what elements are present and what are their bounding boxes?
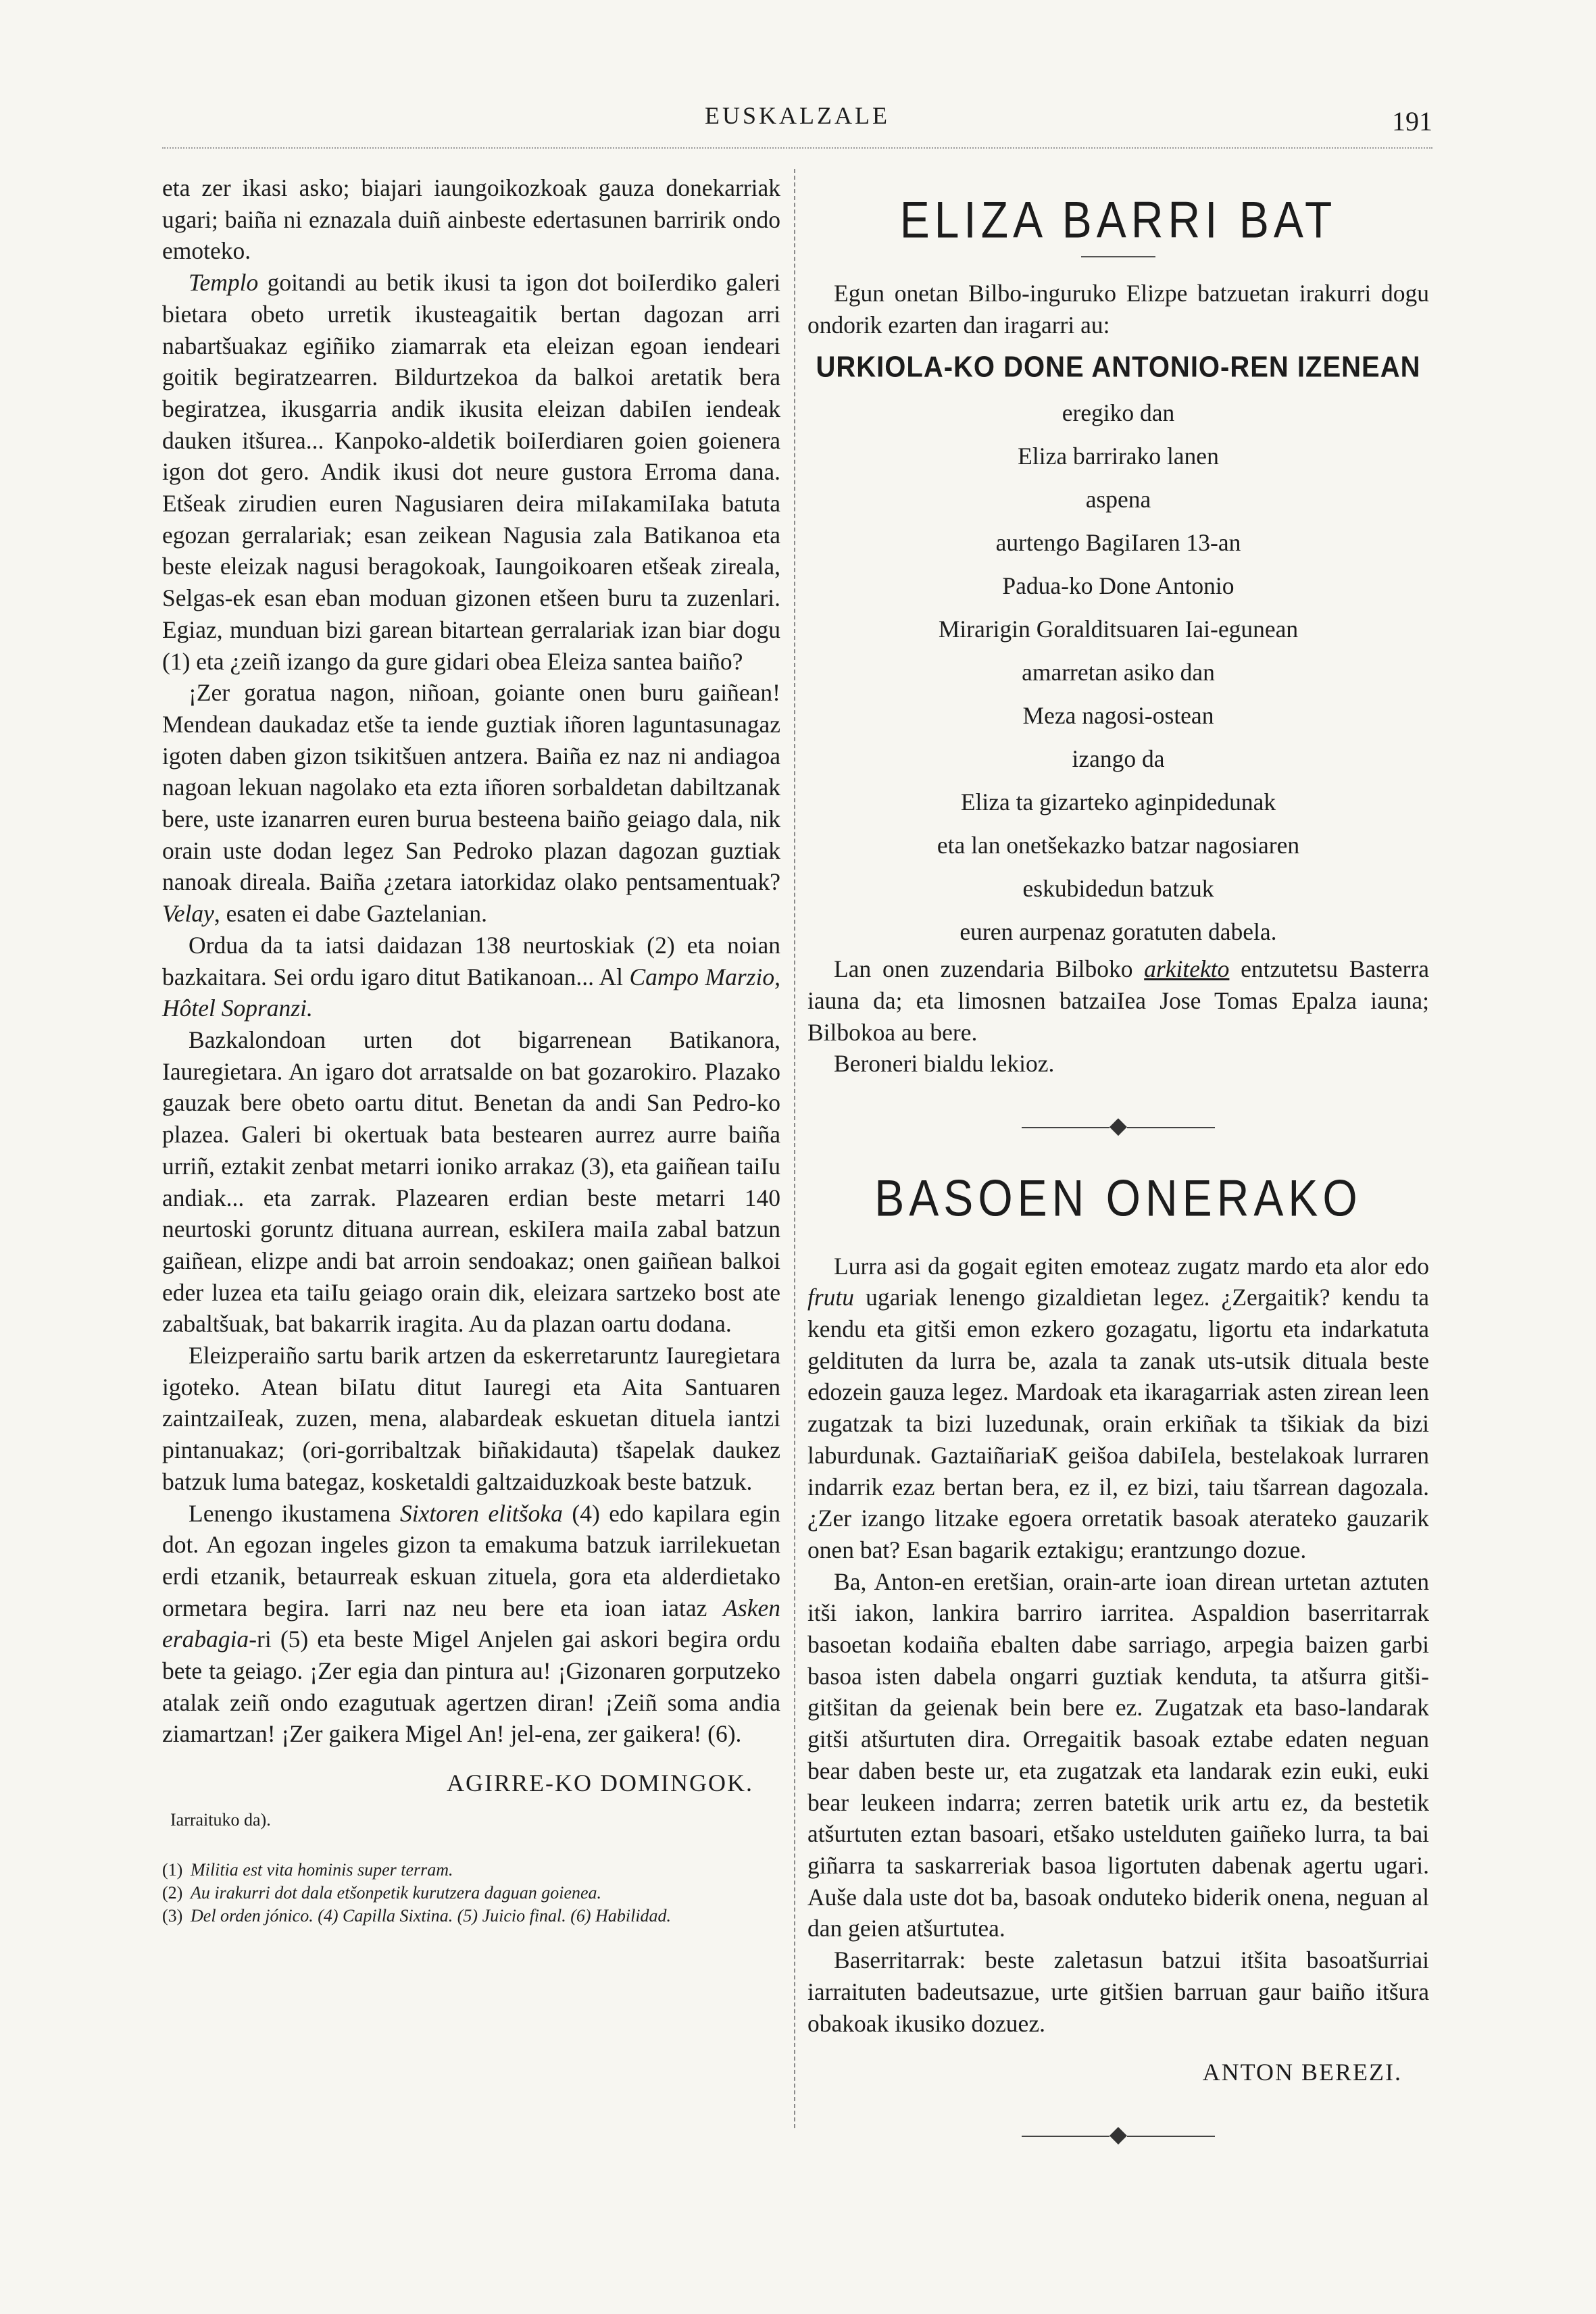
emphasis: Templo [189,269,259,297]
paragraph-text: entzutetsu Basterra iauna da; eta limosnen batzaiIea Jose Tomas Epalza iauna; Bilbokoa au bere. [807,955,1429,1046]
left-column [162,172,780,1928]
announcement-line: euren aurpenaz goratuten dabela. [959,918,1277,946]
right-paragraph-after-1 [807,953,1429,1048]
paragraph-text: ¡Zer goratua nagon, niñoan, goiante onen buru gaiñean! Mendean daukadaz etše ta iende guztiak iñoren laguntasunagaz igoten daben gizon tsikitšuen antzera. Baiña ez naz ni andiagoa nagoan lekuan nagolako eta ezta iñoren sorbaldetan dabiltzanak bere, uste izanarren euren burua besteena baiño geiago dala, nik orain uste dodan legez San Pedroko plazan dagozan guztiak nanoak direala. Baiña ¿zetara iatorkidaz olako pentsamentuak? [162,679,780,896]
right-column [807,172,1429,2180]
page-header [162,101,1432,142]
author-signature: ANTON BEREZI. [1202,2059,1402,2086]
author-signature: AGIRRE-KO DOMINGOK. [447,1769,753,1797]
footnote [162,1905,780,1928]
end-ornament: ◆ [807,2119,1429,2151]
announcement-line: Meza nagosi-ostean [1022,702,1214,730]
announcement-line: Padua-ko Done Antonio [1002,572,1235,600]
left-paragraph-5: Bazkalondoan urten dot bigarrenean Batikanora, Iauregietara. An igaro dot arratsalde on bat gozarokiro. Plazako gauzak bere obeto oartu ditut. Benetan da andi San Pedro-ko plazea. Galeri bi okertuak bata bestearen aurrez aurre baiña urriñ, eztakit zenbat metarri ioniko arrakaz (3), eta gaiñean taiIu andiak... eta zarrak. Plazearen erdian beste metarri 140 neurtoski goruntz dituana aurrean, eskiIera maiIa zabal batzun gaiñean, elizpe andi bat arroin sendoakaz; onen gaiñean balkoi eder luzea eta taiIu geiago orain dik, eleizara sartzeko bost ate zabaltšuak, bat bakarrik iragita. Au da plazan oartu dodana. [162,1026,780,1338]
footnote-number: (3) [162,1905,183,1926]
announcement-line: izango da [1072,745,1165,773]
announcement-line: Eliza barrirako lanen [1018,443,1219,470]
right-paragraph-3: Baserritarrak: beste zaletasun batzui itšita basoatšurriai iarraituten badeutsazue, urte gitšien barruan gaur baiño itšura obakoak ikusiko dozuez. [807,1946,1429,2037]
emphasis: Asken erabagia [162,1594,780,1653]
article-title-basoen: BASOEN ONERAKO [874,1169,1362,1227]
paragraph-text: Lan onen zuzendaria Bilboko [834,955,1145,983]
paragraph-text: goitandi au betik ikusi ta igon dot boiIerdiko galeri bietara obeto urretik ikusteagaitik bertan dagozan arri nabartšuakaz egiñiko ziamarrak eta eleizan egoan iendeari goitik begiratzearren. Bildurtzekoa da balkoi aretatik bera begiratzea, ikusgarria andik ikusita eleizan dabiIen iendeak dauken itšurea... Kanpoko-aldetik boiIerdiaren goien goienera igon dot gero. Andik ikusi dot neure gustora Erroma dana. Etšeak zirudien euren Nagusiaren deira miIakamiIaka batuta egozan gerralariak; esan zeikean Nagusia zala Batikanoa eta beste eleizak nagusi beragokoak, Iaungoikoaren etšeak zireala, Selgas-ek esan eban moduan gizonen etšeen buru ta zuzenlari. Egiaz, munduan bizi garean bitartean gerralariak izan biar dogu (1) eta ¿zeiñ izango da gure gidari obea Eleiza santea baiño? [162,269,780,675]
left-paragraph-2 [162,267,780,677]
right-paragraph-after-2: Beroneri bialdu lekioz. [834,1050,1055,1078]
announcement-heading: URKIOLA-KO DONE ANTONIO-REN IZENEAN [816,351,1421,384]
right-intro: Egun onetan Bilbo-inguruko Elizpe batzuetan irakurri dogu ondorik ezarten dan iragarri au: [807,280,1429,338]
announcement-line: eskubidedun batzuk [1022,875,1214,903]
footnote [162,1859,780,1882]
emphasis: Sixtoren elitšoka [399,1499,563,1527]
announcement-line: amarretan asiko dan [1022,659,1215,686]
paragraph-text: ugariak lenengo gizaldietan legez. ¿Zergaitik? kendu ta kendu eta gitši emon ezkero gozagatu, ligortu eta indarkatuta geldituten da lurra be, azala ta zanak uts-utsik dituala beste edozein gauza legez. Mardoak eta ikaragarriak asten zirean leen zugatzak ta bizi luzedunak, orain erkiñak ta tšikiak da bizi laburdunak. GaztaiñariaK geišoa dabiIela, bestelakoak lurraren indarrik ezaz bertan bera, ez il, ez bizi, taiu tšarrean dagozala. ¿Zer izango litzake egoera orretatik basoak aterateko gauzarik onen bat? Esan bagarik eztakigu; erantzungo dozue. [807,1284,1429,1563]
paragraph-text: -ri (5) eta beste Migel Anjelen gai askori begira ordu bete ta geiago. ¡Zer egia dan pintura au! ¡Gizonaren gorputzeko atalak zeiñ ondo ezagutuak agertzen diran! ¡Zeiñ soma andia ziamartzan! ¡Zer gaikera Migel An! jel-ena, zer gaikera! (6). [162,1626,780,1748]
paragraph-text: (4) edo kapilara egin dot. An egozan ingeles gizon ta emakuma batzuk iarrilekuetan erdi etzanik, betaurreak eskuan zituela, gora eta alderdietako ormetara begira. Iarri naz neu bere eta ioan iataz [162,1499,781,1621]
running-title: EUSKALZALE [705,102,890,129]
left-paragraph-1: eta zer ikasi asko; biajari iaungoikozkoak gauza donekarriak ugari; baiña ni eznazala duiñ ainbeste edertasunen barririk ondo emoteko. [162,174,780,265]
page-number: 191 [1392,106,1432,136]
emphasis: frutu [807,1284,855,1311]
announcement-line: Mirarigin Goralditsuaren Iai-egunean [938,615,1299,643]
title-rule [1081,256,1155,257]
header-rule [162,147,1432,149]
announcement-lines [807,391,1429,953]
left-paragraph-6: Eleizperaiño sartu barik artzen da eskerretaruntz Iauregietara igoteko. Atean biIatu ditut Iauregi eta Aita Santuaren zaintzaiIeak, zuzen, mena, alabardeak eskuetan dituela iantzi pintanuakaz; (ori-gorribaltzak biñakidauta) tšapelak daukez batzuk luma bategaz, kosketaldi galtzaiduzkoak beste batzuk. [162,1342,780,1495]
left-paragraph-7 [162,1498,780,1751]
left-paragraph-3 [162,677,780,930]
continuation-note: Iarraituko da). [170,1809,271,1830]
article-title-eliza: ELIZA BARRI BAT [899,191,1337,249]
emphasis: Velay [162,900,214,928]
footnote-number: (1) [162,1859,183,1880]
footnote-text: Militia est vita hominis super terram. [191,1859,453,1880]
announcement-line: Eliza ta gizarteko aginpidedunak [960,788,1276,816]
announcement-line: aurtengo BagiIaren 13-an [995,529,1241,557]
announcement-line: eta lan onetšekazko batzar nagosiaren [937,832,1300,859]
footnote-text: Del orden jónico. (4) Capilla Sixtina. (5) Juicio final. (6) Habilidad. [191,1905,672,1926]
footnotes [162,1859,780,1928]
paragraph-text: , esaten ei dabe Gaztelanian. [214,900,487,928]
emphasis: arkitekto [1144,955,1230,983]
emphasis: Campo Marzio, Hôtel Sopranzi. [162,963,780,1022]
paragraph-text: Lenengo ikustamena [189,1499,400,1527]
paragraph-text: Ordua da ta iatsi daidazan 138 neurtoskiak (2) eta noian bazkaitara. Sei ordu igaro ditut Batikanoan... Al [162,931,780,990]
footnote-number: (2) [162,1882,183,1903]
paragraph-text: Lurra asi da gogait egiten emoteaz zugatz mardo eta alor edo [834,1252,1429,1280]
footnote [162,1882,780,1905]
left-paragraph-4 [162,930,780,1024]
right-paragraph-1 [807,1251,1429,1566]
column-divider [794,169,795,2128]
right-paragraph-2: Ba, Anton-en eretšian, orain-arte ioan direan urtetan aztuten itši iakon, lankira barriro iarritea. Aspaldion baserritarrak basoetan kodaiña ebalten dabe sarriago, arpegia baizen garbi basoa isten dabela ongarri guztiak kenduta, ta atšurra gitši-gitšitan da geienak bein bere ez. Zugatzak eta baso-landarak gitši atšurtuten dira. Orregaitik basoak eztabe edaten neguan bear daben beste ur, eta zugatzak eta landarak ezin euki, euki bear leukeen indarra; zerren batetik urik artu ez, da bestetik atšurtuten eztan basoari, etšako ustelduten gaiñeko lurra, ta bai giñarra ta saskarreriak basoa ligortuten dabenak agertu ugari. Auše dala uste dot ba, basoak onduteko biderik onena, neguan al dan geien atšurtutea. [807,1567,1429,1942]
announcement-line: eregiko dan [1062,399,1175,427]
footnote-text: Au irakurri dot dala etšonpetik kurutzera daguan goienea. [191,1882,602,1903]
announcement-line: aspena [1085,486,1151,513]
section-ornament: ◆ [807,1111,1429,1142]
